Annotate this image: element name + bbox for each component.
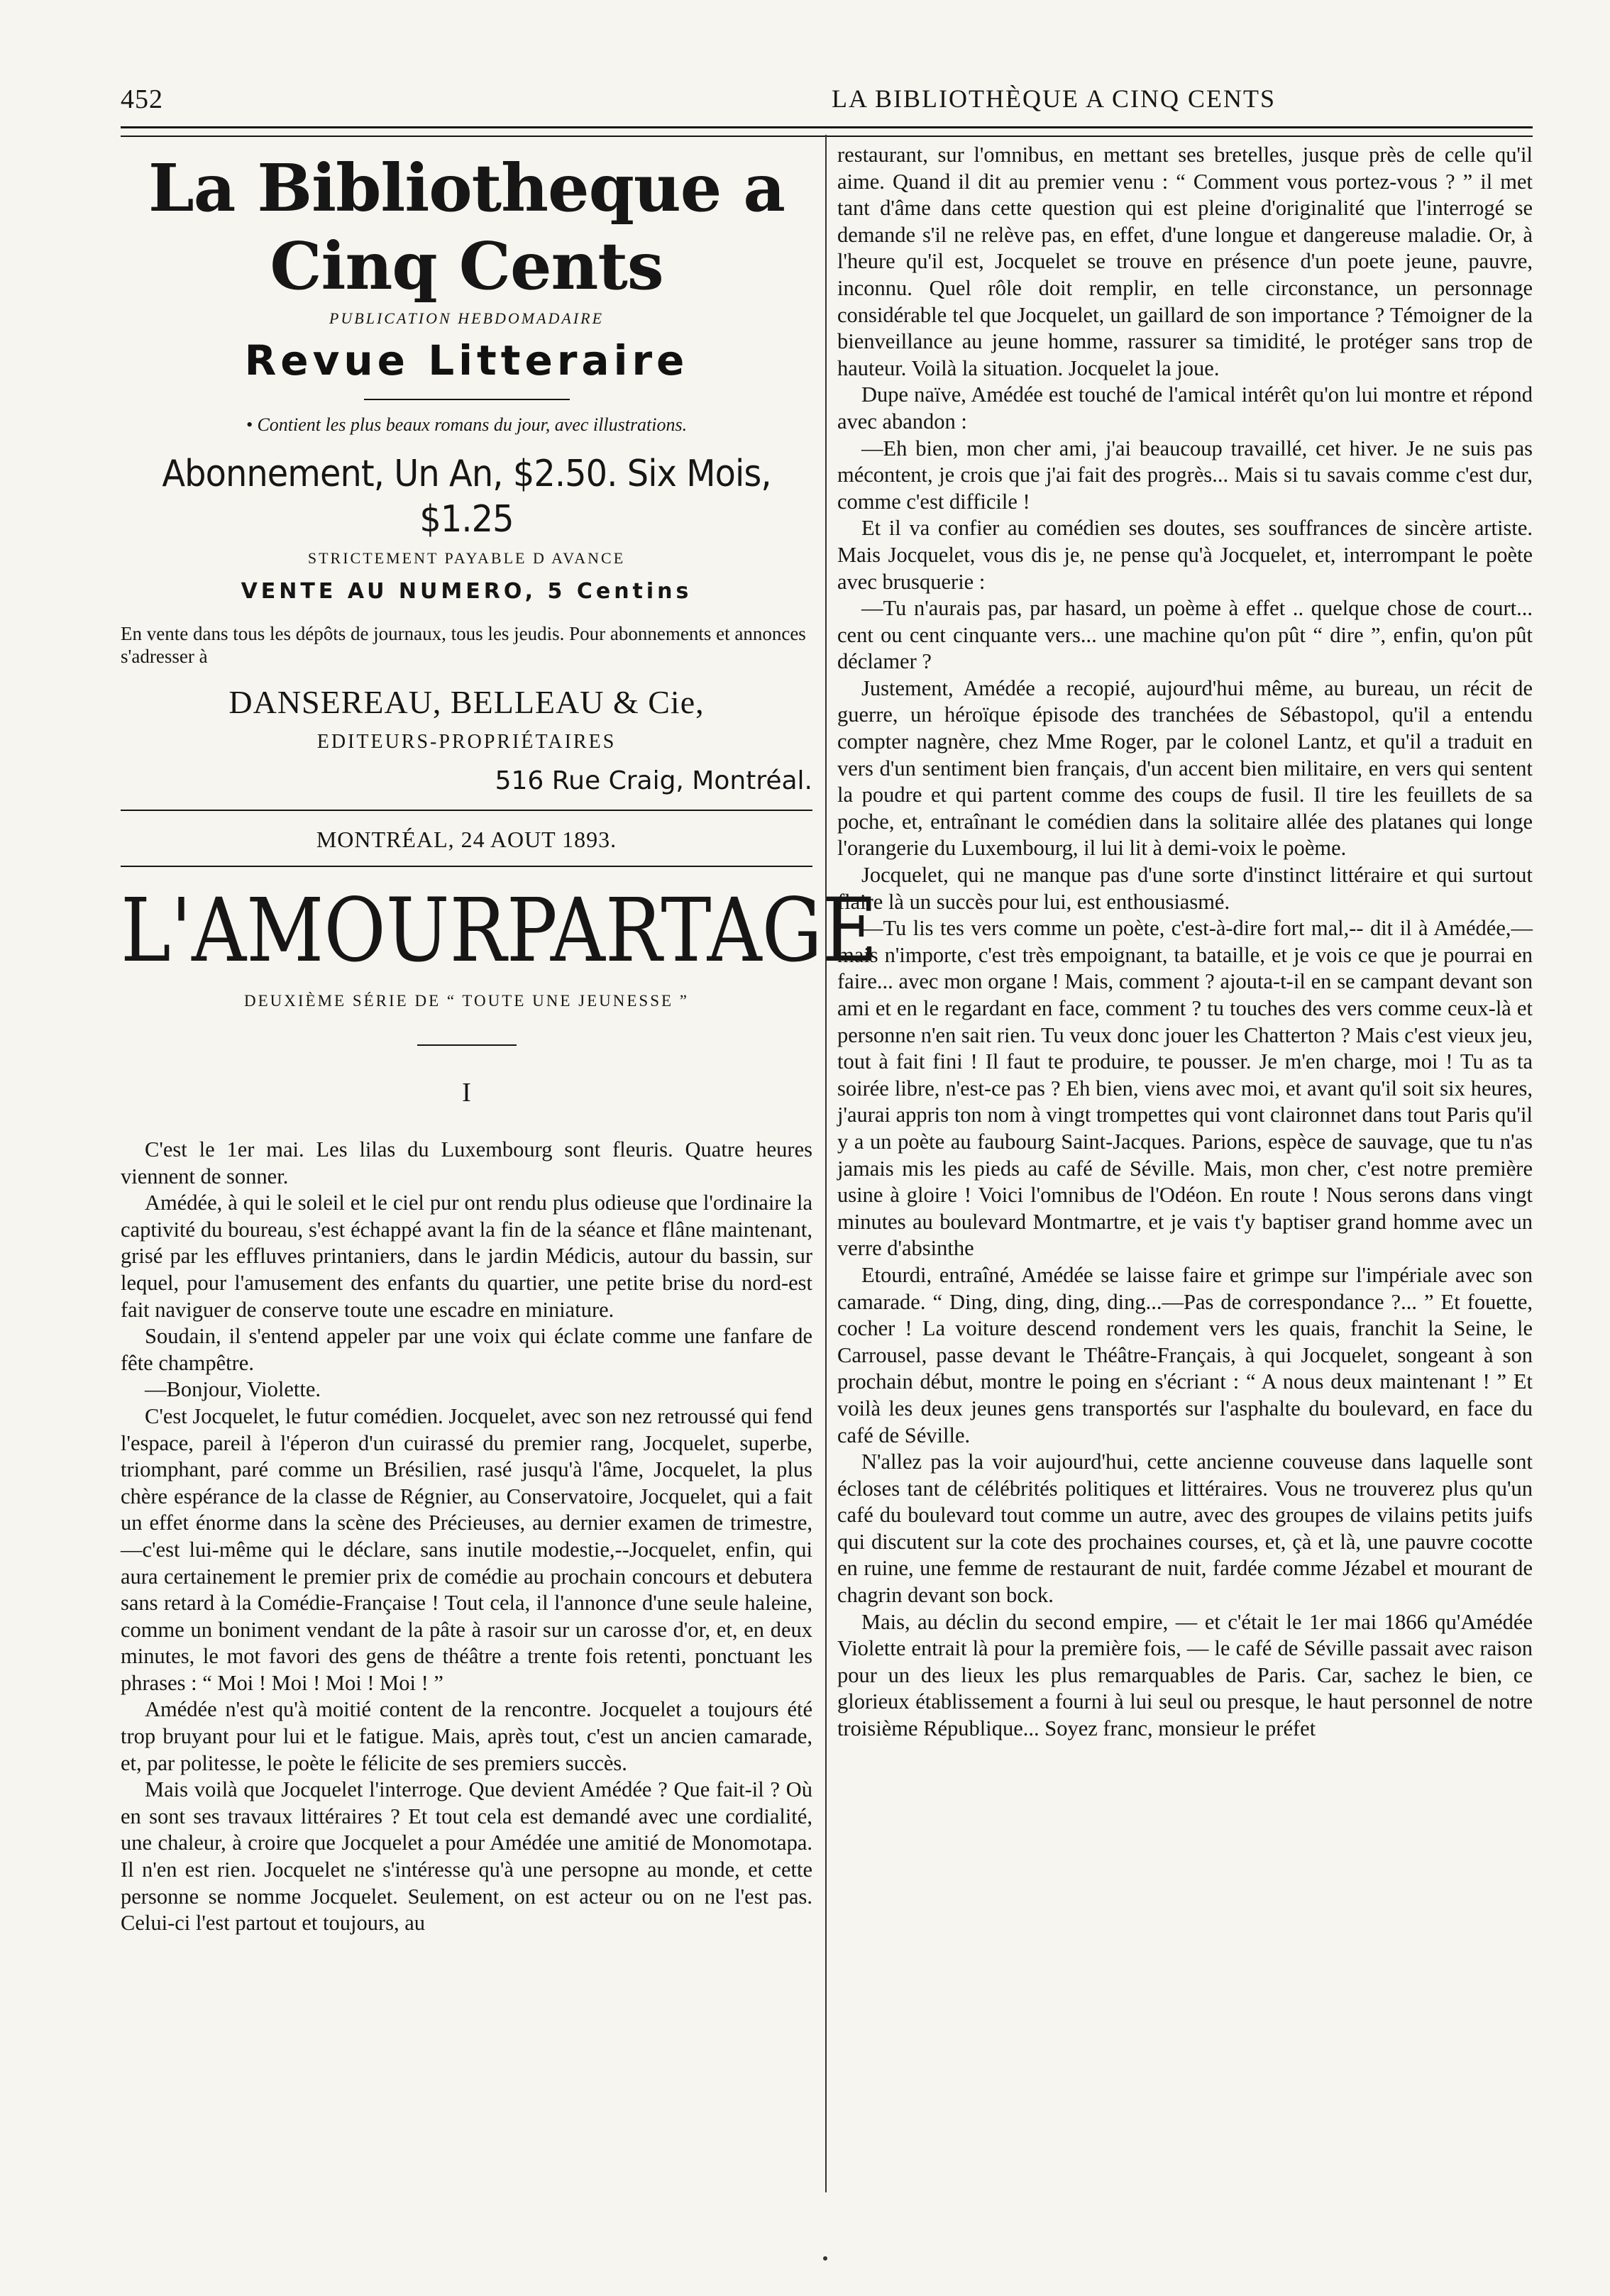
title-short-rule <box>417 1044 517 1046</box>
header-double-rule <box>121 126 1533 137</box>
paragraph: —Eh bien, mon cher ami, j'ai beaucoup travaillé, cet hiver. Je ne suis pas mécontent, je crois que j'ai fait des progrès... Mais si tu savais comme c'est dur, comme c'est difficile ! <box>837 436 1533 514</box>
publication-frequency: PUBLICATION HEBDOMADAIRE <box>329 309 605 327</box>
paragraph: Amédée n'est qu'à moitié content de la rencontre. Jocquelet a toujours été trop bruyant pour lui et le fatigue. Mais, après tout, c'est un ancien camarade, et, par politesse, le poète le félicite de ses premiers succès. <box>121 1697 812 1775</box>
paragraph: Dupe naïve, Amédée est touché de l'amical intérêt qu'on lui montre et répond avec abandon : <box>837 382 1533 434</box>
paragraph: C'est le 1er mai. Les lilas du Luxembourg sont fleuris. Quatre heures viennent de sonner. <box>121 1137 812 1188</box>
payment-terms: STRICTEMENT PAYABLE D AVANCE <box>307 549 626 567</box>
footer-dot <box>823 2256 827 2261</box>
single-issue-price: VENTE AU NUMERO, 5 Centins <box>241 579 693 604</box>
paragraph: Soudain, il s'entend appeler par une voix qui éclate comme une fanfare de fête champêtre. <box>121 1324 812 1375</box>
paragraph: Mais, au déclin du second empire, — et c'était le 1er mai 1866 qu'Amédée Violette entrait là pour la première fois, — le café de Séville passait avec raison pour un des lieux les plus remarquables de Paris. Car, sachez le bien, ce glorieux établissement a fourni à lui seul ou presque, le haut personnel de notre troisième République... Soyez franc, monsieur le préfet <box>837 1609 1533 1741</box>
right-column <box>837 142 1533 1743</box>
paragraph: Jocquelet, qui ne manque pas d'une sorte d'instinct littéraire et qui surtout flaire là un succès pour lui, est enthousiasmé. <box>837 863 1533 914</box>
paragraph: Etourdi, entraîné, Amédée se laisse faire et grimpe sur l'impériale avec son camarade. “ Ding, ding, ding, ding...—Pas de correspondance ?... ” Et fouette, cocher ! La voiture descend rondement vers les quais, franchit la Seine, le Carrousel, passe devant le Théâtre-Français, à qui Jocquelet, songeant à son prochain début, montre le poing en s'écriant : “ A nous deux maintenant ! ” Et voilà les deux jeunes gens transportés sur l'asphalte du boulevard, en face du café de Séville. <box>837 1262 1533 1447</box>
page-header <box>121 84 1533 123</box>
dateline-bottom-rule <box>121 866 812 867</box>
paragraph: Mais voilà que Jocquelet l'interroge. Que devient Amédée ? Que fait-il ? Où en sont ses travaux littéraires ? Et tout cela est demandé avec une cordialité, une chaleur, à croire que Jocquelet a pour Amédée une amitié de Monomotapa. Il n'en est rien. Jocquelet ne s'intéresse qu'à une persopne au monde, et cette personne se nomme Jocquelet. Seulement, on est acteur ou on ne l'est pas. Celui-ci l'est partout et toujours, au <box>121 1777 812 1936</box>
story-title-word: L'AMOUR <box>121 880 507 982</box>
journal-title: La Bibliotheque a Cinq Cents <box>148 150 785 304</box>
paragraph: —Tu lis tes vers comme un poète, c'est-à-dire fort mal,-- dit il à Amédée,—mais n'importe, c'est très empoignant, ta bataille, et je vois ce que je pourrai en faire... avec mon organe ! Mais, comment ? ajouta-t-il en se campant devant son ami et en le regardant en face, comment ? tu touches des vers comme ceux-là et personne n'en sait rien. Tu veux donc jouer les Chatterton ? Mais c'est vieux jeu, tout à fait fini ! Il faut te produire, te pousser. Je m'en charge, moi ! Tu as ta soirée libre, n'est-ce pas ? Eh bien, viens avec moi, et avant qu'il soit six heures, j'aurai appris ton nom à vingt trompettes qui vont claironnet dans tout Paris qu'il y a un poète au faubourg Saint-Jacques. Parions, espèce de sauvage, que tu n'as jamais mis les pieds au café de Séville. Mais, mon cher, c'est notre première usine à gloire ! Voici l'omnibus de l'Odéon. En route ! Nous serons dans vingt minutes au boulevard Montmartre, et je vais t'y baptiser grand homme avec un verre d'absinthe <box>837 916 1533 1261</box>
paragraph: Et il va confier au comédien ses doutes, ses souffrances de sincère artiste. Mais Jocquelet, vous dis je, ne pense qu'à Jocquelet, et, interrompant le poète avec brusquerie : <box>837 516 1533 594</box>
paragraph: N'allez pas la voir aujourd'hui, cette ancienne couveuse dans laquelle sont écloses tant de célébrités politiques et littéraires. Vous ne trouverez plus qu'un café du boulevard tout comme un autre, avec des groupes de vilains petits juifs qui discutent sur la cote des prochaines courses, et, çà et là, une pauvre cocotte en ruine, une femme de restaurant de nuit, fardée comme Jézabel et mourant de chagrin devant son bock. <box>837 1450 1533 1608</box>
column-divider <box>825 135 827 2192</box>
chapter-number: I <box>462 1078 471 1108</box>
paragraph: restaurant, sur l'omnibus, en mettant ses bretelles, jusque près de celle qu'il aime. Quand il dit au premier venu : “ Comment vous portez-vous ? ” il met tant d'âme dans cette question qui est pleine d'originalité que l'interrogé se demande s'il ne relève pas, en effet, d'une longue et dangereuse maladie. Or, à l'heure qu'il est, Jocquelet se trouve en présence d'un poete jeune, pauvre, inconnu. Quel rôle doit remplir, en telle circonstance, un personnage considérable tel que Jocquelet, un gaillard de son importance ? Témoigner de la bienveillance au jeune homme, rassurer sa timidité, le protéger sans trop de hauteur. Voilà la situation. Jocquelet la joue. <box>837 143 1533 380</box>
left-column <box>121 142 878 1937</box>
story-title-word: PARTAGE <box>506 880 878 982</box>
story-title <box>121 880 878 982</box>
story-text-left <box>121 1137 812 1937</box>
story-subtitle: DEUXIÈME SÉRIE DE “ TOUTE UNE JEUNESSE ” <box>243 992 689 1010</box>
publisher-address: 516 Rue Craig, Montréal. <box>495 766 812 795</box>
paragraph: C'est Jocquelet, le futur comédien. Jocquelet, avec son nez retroussé qui fend l'espace, pareil à l'éperon d'un cuirassé du premier rang, Jocquelet, superbe, triomphant, paré comme un Brésilien, rasé jusqu'à l'âme, Jocquelet, la plus chère espérance de la classe de Régnier, au Conservatoire, Jocquelet, qui a fait un effet énorme dans la scène des Précieuses, au dernier examen de trimestre,—c'est lui-même qui le déclare, sans inutile modestie,--Jocquelet, enfin, qui aura certainement le premier prix de comédie au prochain concours et debutera sans retard à la Comédie-Française ! Tout cela, il l'annonce d'une seule haleine, comme un boniment vendant de la pâte à rasoir sur un carosse d'or, et, en deux minutes, le mot favori des gens de théâtre a trente fois retenti, ponctuant les phrases : “ Moi ! Moi ! Moi ! Moi ! ” <box>121 1403 812 1695</box>
masthead-short-rule <box>364 399 570 400</box>
distribution-notice: En vente dans tous les dépôts de journaux, tous les jeudis. Pour abonnements et annonces s'adresser à <box>121 623 806 667</box>
page-number: 452 <box>121 84 163 114</box>
tagline: • Contient les plus beaux romans du jour, avec illustrations. <box>246 414 688 435</box>
revue-litteraire-heading: Revue Litteraire <box>244 336 689 385</box>
publisher-role: EDITEURS-PROPRIÉTAIRES <box>316 731 617 753</box>
paragraph: Amédée, à qui le soleil et le ciel pur ont rendu plus odieuse que l'ordinaire la captivité du boureau, s'est échappé avant la fin de la séance et flâne maintenant, grisé par les effluves printaniers, dans le jardin Médicis, autour du bassin, sur lequel, pour l'amusement des enfants du quartier, une petite brise du nord-est fait naviguer de conserve toute une escadre en miniature. <box>121 1191 812 1322</box>
dateline: MONTRÉAL, 24 AOUT 1893. <box>316 827 617 852</box>
masthead <box>121 149 812 795</box>
publisher-name: DANSEREAU, BELLEAU & Cie, <box>228 684 705 720</box>
paragraph: —Bonjour, Violette. <box>145 1377 321 1402</box>
masthead-bottom-rule <box>121 810 812 811</box>
running-title: LA BIBLIOTHÈQUE A CINQ CENTS <box>832 84 1276 113</box>
paragraph: —Tu n'aurais pas, par hasard, un poème à effet .. quelque chose de court... cent ou cent cinquante vers... une machine qu'on pût “ dire ”, enfin, qu'on pût déclamer ? <box>837 596 1533 674</box>
subscription-prices: Abonnement, Un An, $2.50. Six Mois, $1.25 <box>162 453 771 541</box>
paragraph: Justement, Amédée a recopié, aujourd'hui même, au bureau, un récit de guerre, un héroïque épisode des tranchées de Sébastopol, qu'il a entendu compter nagnère, chez Mme Roger, par le colonel Lantz, et qu'il a traduit en vers d'un sentiment bien français, d'un accent bien militaire, en vers qui sentent la poudre et qui partent comme des coups de fusil. Il tire les feuillets de sa poche, et, entraînant le comédien dans la solitaire allée des platanes qui longe l'orangerie du Luxembourg, il lui lit à demi-voix le poème. <box>837 675 1533 861</box>
